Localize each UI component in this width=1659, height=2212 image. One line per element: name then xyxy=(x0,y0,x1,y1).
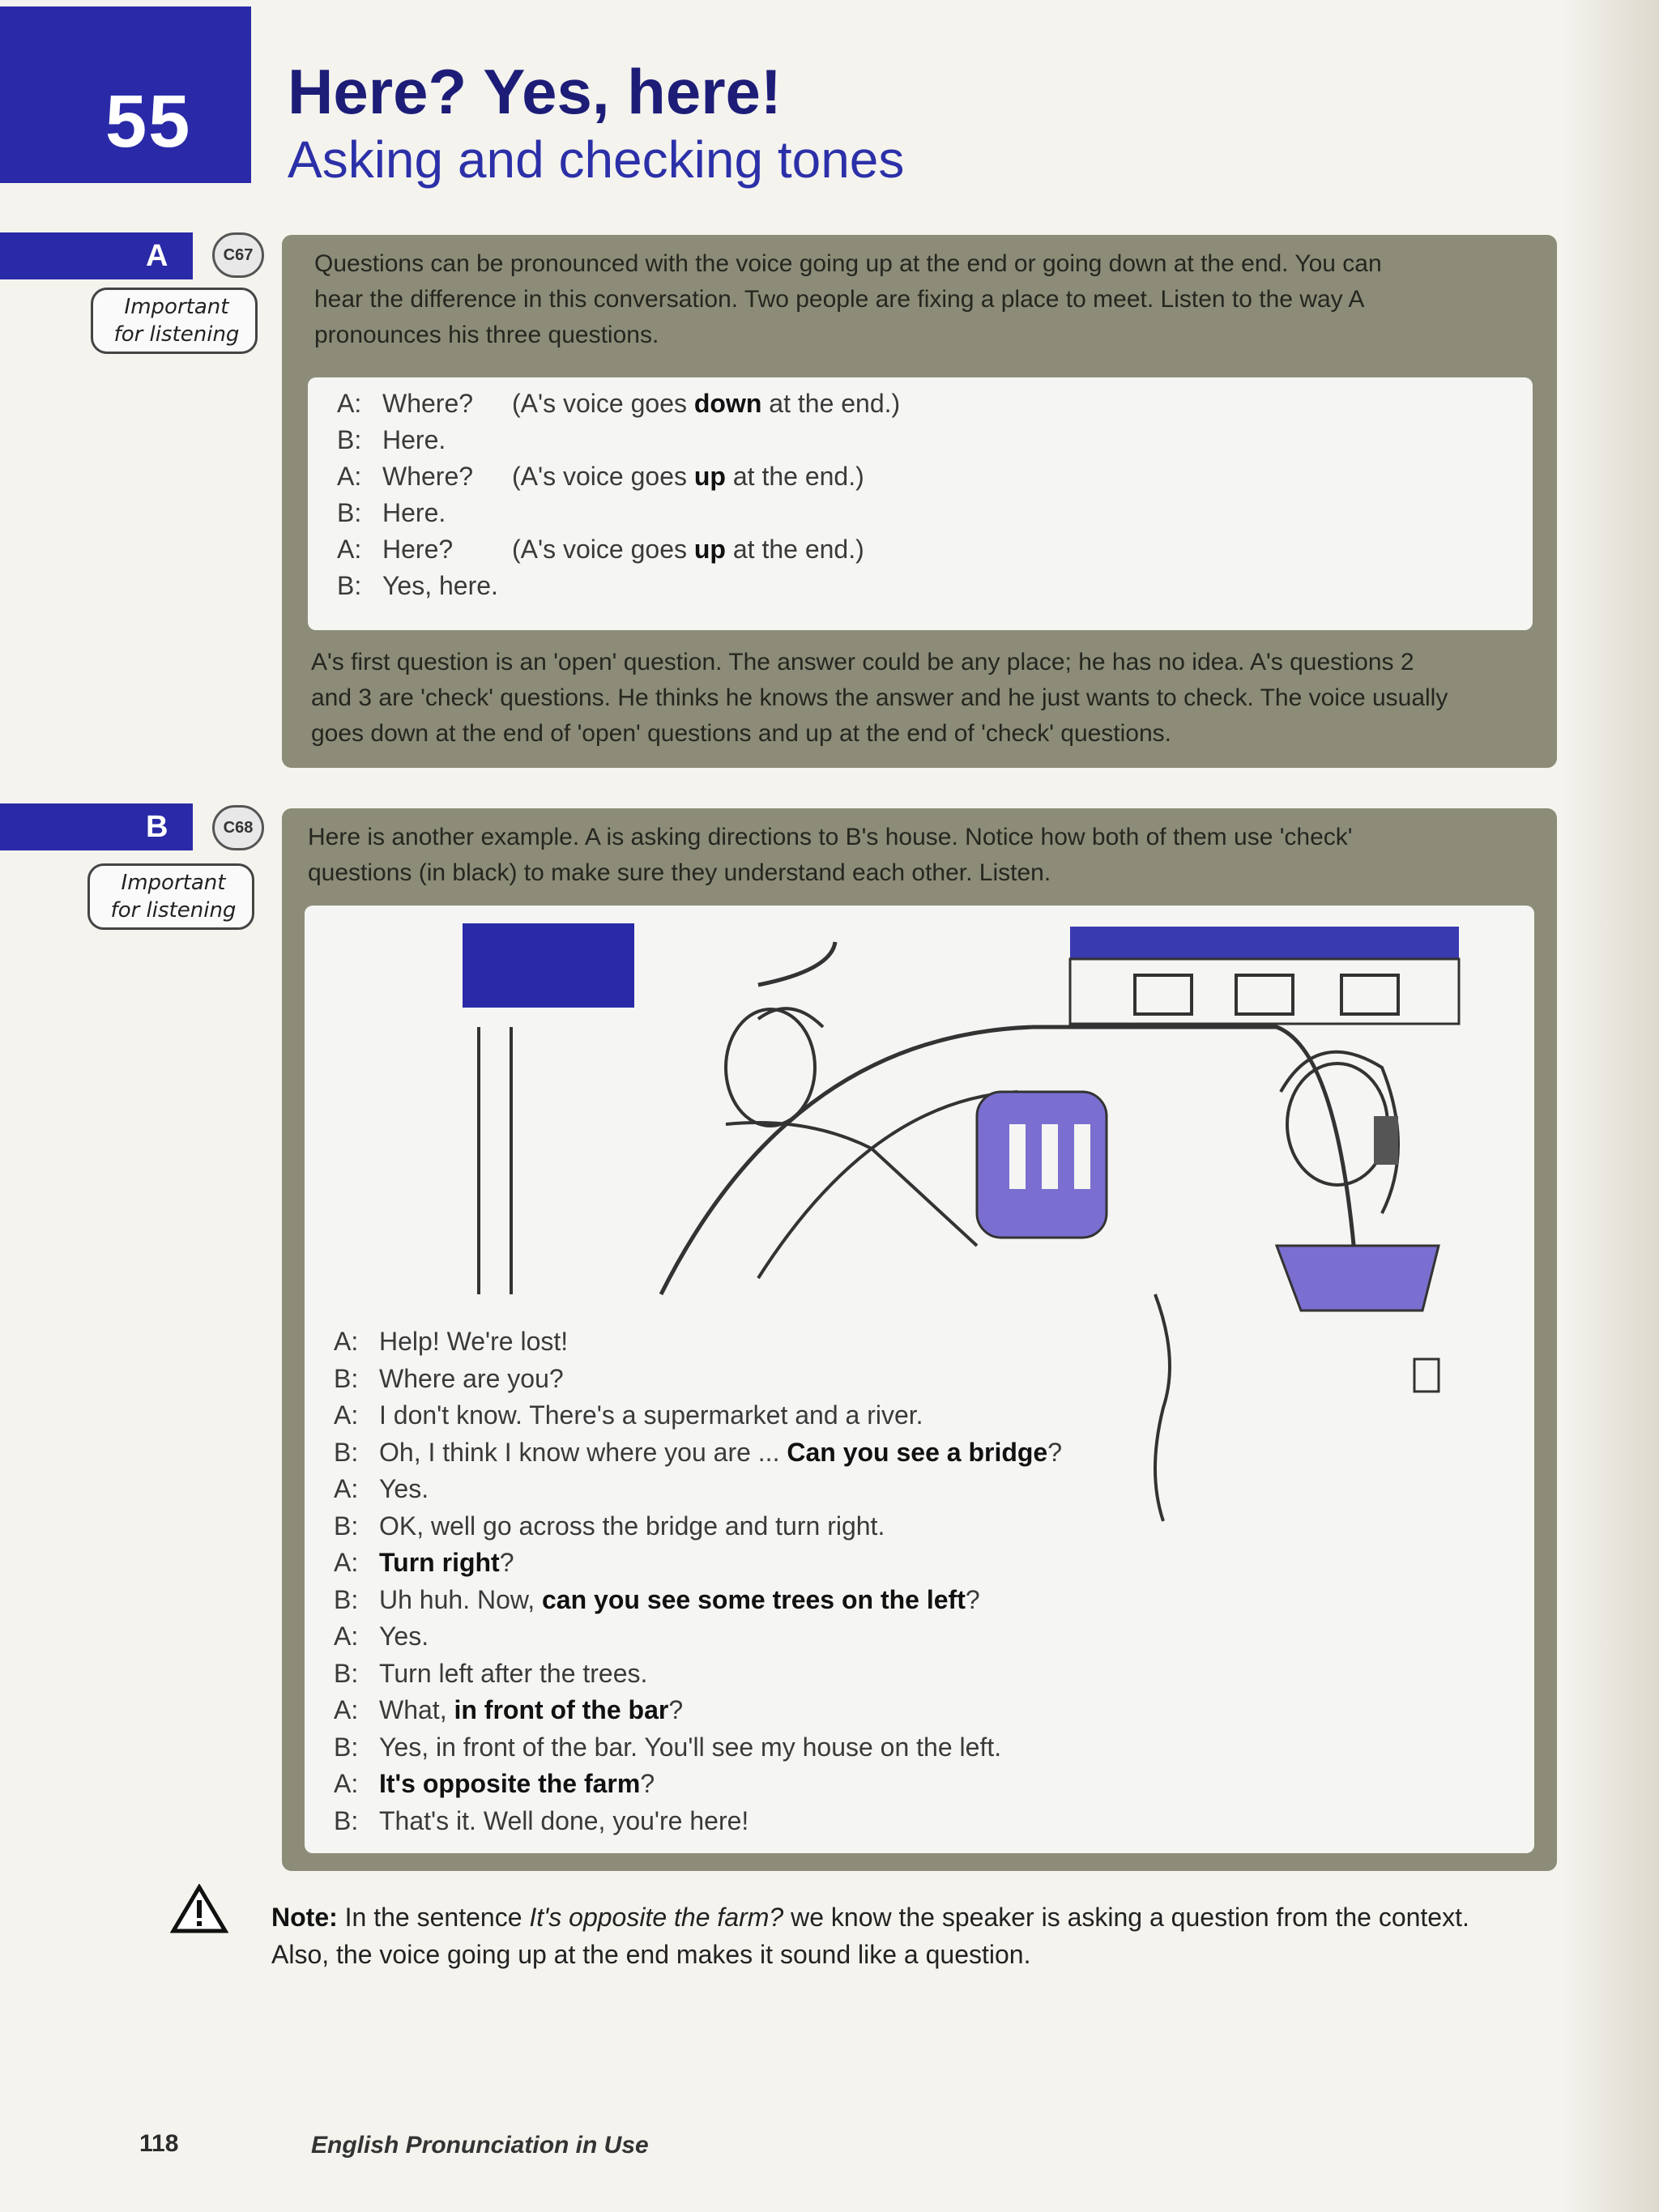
dialogue-text: Here. xyxy=(382,498,446,527)
car-door-shape xyxy=(1155,1294,1170,1521)
note-paragraph xyxy=(271,1899,1600,1973)
speaker-label: A: xyxy=(334,1327,359,1356)
dialogue-part: Oh, I think I know where you are ... xyxy=(379,1437,787,1467)
dialogue-text xyxy=(379,1806,748,1836)
page-edge-shade xyxy=(1562,0,1659,2212)
speaker-label: B: xyxy=(334,1732,359,1762)
dialogue-part: ? xyxy=(668,1695,684,1724)
important-note-a-line2: for listening xyxy=(113,322,240,347)
gloss-part: at the end.) xyxy=(725,535,864,564)
intonation-gloss xyxy=(512,389,900,419)
speaker-label: A: xyxy=(334,1622,359,1651)
dialogue-text: Here? xyxy=(382,535,454,564)
note-italic: It's opposite the farm? xyxy=(529,1903,784,1932)
seat-stripe-shape xyxy=(1009,1124,1026,1189)
section-b-content-box xyxy=(305,906,1534,1853)
gloss-part: (A's voice goes xyxy=(512,535,694,564)
dialogue-part: Yes. xyxy=(379,1622,429,1651)
gloss-part: up xyxy=(693,462,726,491)
dialogue-text xyxy=(379,1511,885,1541)
seat-stripe-shape xyxy=(1042,1124,1058,1189)
dialogue-text xyxy=(379,1585,980,1615)
unit-subtitle: Asking and checking tones xyxy=(288,130,905,189)
section-b-panel xyxy=(282,808,1557,1871)
speaker-label: B: xyxy=(334,1584,359,1614)
speaker-label: A: xyxy=(334,1769,359,1798)
dialogue-text xyxy=(379,1695,683,1725)
section-b-tab xyxy=(0,803,193,850)
section-a-letter: A xyxy=(146,239,168,273)
section-a-tab xyxy=(0,232,193,279)
speaker-label: B: xyxy=(337,571,362,600)
section-a-explanation xyxy=(311,645,1448,752)
important-note-a-line1: Important xyxy=(124,295,229,319)
explanation-line: and 3 are 'check' questions. He thinks he knows the answer and he just wants to check. The voice usually xyxy=(311,684,1448,711)
dialogue-text xyxy=(379,1769,655,1799)
speaker-label: B: xyxy=(334,1363,359,1393)
woman-head-shape xyxy=(1287,1063,1388,1185)
explanation-line: A's first question is an 'open' question. The answer could be any place; he has no idea. A's questions 2 xyxy=(311,649,1414,676)
man-hair-shape xyxy=(758,1008,823,1027)
section-a-panel xyxy=(282,235,1557,768)
dialogue-part: Yes, in front of the bar. You'll see my house on the left. xyxy=(379,1732,1002,1762)
intonation-gloss xyxy=(512,535,864,565)
lamp-pole-shape xyxy=(758,942,835,985)
speaker-label: A: xyxy=(337,462,362,491)
important-note-b-line1: Important xyxy=(121,871,226,895)
note-label: Note: xyxy=(271,1903,338,1932)
note-text: In the sentence xyxy=(337,1903,530,1932)
intro-a-line: hear the difference in this conversation. Two people are fixing a place to meet. Listen to the way A xyxy=(314,286,1365,313)
gloss-part: at the end.) xyxy=(761,389,901,418)
audio-track-a: C67 xyxy=(223,246,254,264)
dialogue-text xyxy=(379,1438,1062,1468)
dialogue-text: Yes, here. xyxy=(382,571,498,600)
speaker-label: B: xyxy=(337,425,362,454)
check-question: can you see some trees on the left xyxy=(542,1584,966,1614)
seat-stripe-shape xyxy=(1074,1124,1090,1189)
section-a-dialogue-box xyxy=(308,377,1533,630)
dialogue-part: ? xyxy=(1047,1437,1063,1467)
unit-number-block xyxy=(0,6,251,183)
page-number: 118 xyxy=(139,2130,179,2157)
speaker-label: A: xyxy=(334,1695,359,1724)
intro-a-line: Questions can be pronounced with the voice going up at the end or going down at the end. You can xyxy=(314,250,1382,277)
speaker-label: B: xyxy=(334,1511,359,1541)
important-note-b-line2: for listening xyxy=(110,898,237,923)
dialogue-part: ? xyxy=(640,1769,655,1798)
intro-b-line: questions (in black) to make sure they understand each other. Listen. xyxy=(308,859,1051,886)
gloss-part: at the end.) xyxy=(725,462,864,491)
book-title: English Pronunciation in Use xyxy=(311,2132,649,2159)
unit-title: Here? Yes, here! xyxy=(288,56,782,127)
dialogue-part: Yes. xyxy=(379,1474,429,1503)
door-frame-shape xyxy=(479,1027,511,1294)
warning-triangle-icon xyxy=(170,1884,228,1934)
check-question: Turn right xyxy=(379,1548,500,1577)
explanation-line: goes down at the end of 'open' questions and up at the end of 'check' questions. xyxy=(311,720,1172,747)
dialogue-text: Where? xyxy=(382,389,474,418)
speaker-label: B: xyxy=(334,1658,359,1688)
blue-sign-shape xyxy=(463,923,634,1008)
gloss-part: down xyxy=(693,389,762,418)
speaker-label: A: xyxy=(337,389,362,418)
window-shape xyxy=(1236,975,1293,1014)
gloss-part: up xyxy=(693,535,726,564)
intro-b-line: Here is another example. A is asking directions to B's house. Notice how both of them use 'check' xyxy=(308,824,1353,850)
audio-track-b: C68 xyxy=(223,819,254,837)
window-shape xyxy=(1341,975,1398,1014)
door-handle-shape xyxy=(1414,1359,1439,1392)
important-note-b xyxy=(87,863,254,930)
intonation-gloss xyxy=(512,462,864,492)
dialogue-text xyxy=(379,1659,647,1689)
speaker-label: B: xyxy=(334,1437,359,1467)
dialogue-part: ? xyxy=(965,1584,980,1614)
roof-shape xyxy=(1070,927,1459,959)
window-shape xyxy=(1135,975,1192,1014)
speaker-label: B: xyxy=(337,498,362,527)
intro-a-line: pronounces his three questions. xyxy=(314,322,659,348)
important-note-a xyxy=(91,288,258,354)
speaker-label: A: xyxy=(334,1400,359,1430)
speaker-label: A: xyxy=(337,535,362,564)
dialogue-text: Where? xyxy=(382,462,474,491)
dialogue-part: ? xyxy=(499,1548,514,1577)
speaker-label: A: xyxy=(334,1474,359,1503)
note-text: we know the speaker is asking a question from the context. xyxy=(783,1903,1469,1932)
dialogue-part: Help! We're lost! xyxy=(379,1327,569,1356)
dialogue-text xyxy=(379,1733,1001,1762)
section-b-letter: B xyxy=(146,810,168,844)
audio-headphones-icon[interactable] xyxy=(212,805,264,850)
speaker-label: B: xyxy=(334,1805,359,1835)
man-head-shape xyxy=(726,1009,815,1126)
audio-headphones-icon[interactable] xyxy=(212,232,264,278)
man-arm-shape xyxy=(726,1123,977,1246)
gloss-part: (A's voice goes xyxy=(512,462,694,491)
dialogue-text xyxy=(379,1474,429,1504)
dialogue-part: Where are you? xyxy=(379,1363,564,1393)
dialogue-text xyxy=(379,1622,429,1652)
dialogue-part: Turn left after the trees. xyxy=(379,1658,648,1688)
dialogue-text xyxy=(379,1327,568,1357)
section-a-intro xyxy=(314,246,1382,353)
check-question: in front of the bar xyxy=(454,1695,669,1724)
dialogue-text xyxy=(379,1548,514,1578)
speaker-label: A: xyxy=(334,1548,359,1577)
check-question: Can you see a bridge xyxy=(787,1437,1048,1467)
note-line2: Also, the voice going up at the end makes it sound like a question. xyxy=(271,1940,1031,1969)
section-b-intro xyxy=(308,820,1353,891)
dialogue-part: What, xyxy=(379,1695,454,1724)
dialogue-part: That's it. Well done, you're here! xyxy=(379,1805,749,1835)
dialogue-part: OK, well go across the bridge and turn right. xyxy=(379,1511,885,1541)
unit-number: 55 xyxy=(105,80,192,163)
woman-top-shape xyxy=(1277,1246,1439,1311)
mobile-phone-shape xyxy=(1374,1116,1398,1165)
dialogue-text xyxy=(379,1400,923,1430)
dialogue-part: I don't know. There's a supermarket and a river. xyxy=(379,1400,923,1430)
check-question: It's opposite the farm xyxy=(379,1769,641,1798)
gloss-part: (A's voice goes xyxy=(512,389,694,418)
dialogue-text xyxy=(379,1364,564,1394)
dialogue-part: Uh huh. Now, xyxy=(379,1584,542,1614)
dialogue-text: Here. xyxy=(382,425,446,454)
